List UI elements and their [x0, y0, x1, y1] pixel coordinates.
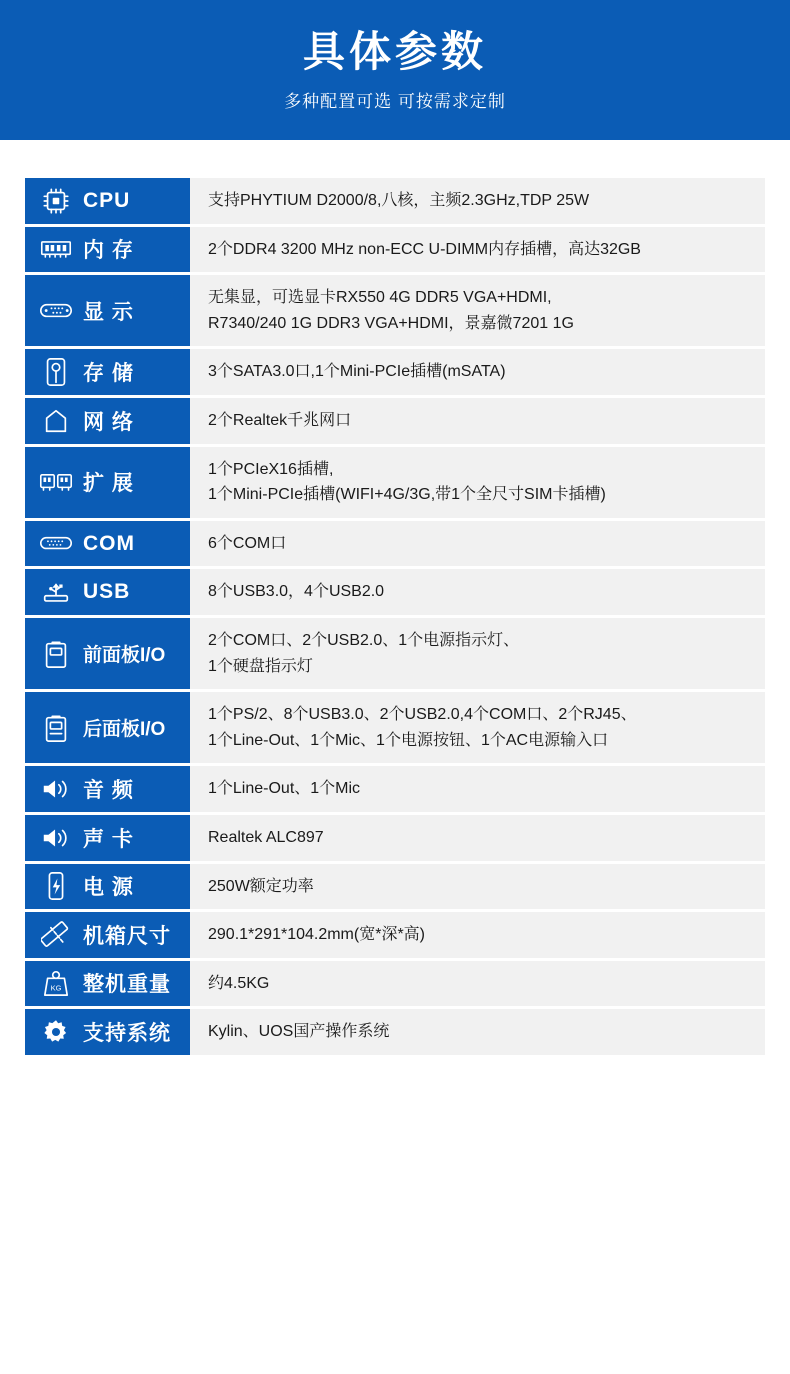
speaker-icon: [39, 821, 73, 855]
spec-label-text: 网 络: [83, 410, 134, 434]
spec-row: [25, 521, 765, 567]
page-title: 具体参数: [302, 28, 487, 76]
spec-label-text: 前面板I/O: [83, 645, 166, 667]
spec-row: [25, 692, 765, 763]
spec-label-text: 存 储: [83, 362, 134, 386]
spec-label-cell: [25, 912, 190, 958]
spec-label-text: 内 存: [83, 239, 134, 263]
spec-row: [25, 815, 765, 861]
spec-value-line: R7340/240 1G DDR3 VGA+HDMI，景嘉微7201 1G: [208, 314, 574, 332]
spec-value-cell: [190, 864, 765, 910]
spec-value-line: 支持PHYTIUM D2000/8,八核，主频2.3GHz,TDP 25W: [208, 192, 590, 209]
spec-value-line: 1个PCIeX16插槽,: [208, 460, 334, 478]
spec-value-line: 2个COM口、2个USB2.0、1个电源指示灯、: [208, 631, 520, 649]
spec-label-cell: [25, 447, 190, 518]
spec-row: [25, 227, 765, 273]
spec-value-line: 250W额定功率: [208, 877, 314, 895]
page-subtitle: 多种配置可选 可按需求定制: [284, 91, 506, 111]
spec-label-text: 显 示: [83, 300, 134, 324]
cpu-chip-icon: [39, 184, 73, 218]
spec-value-line: Realtek ALC897: [208, 828, 324, 846]
page-header: [0, 0, 790, 140]
spec-label-text: 扩 展: [83, 472, 134, 496]
spec-label-cell: [25, 349, 190, 395]
spec-label-cell: [25, 618, 190, 689]
gear-icon: [39, 1015, 73, 1049]
spec-value-cell: [190, 912, 765, 958]
spec-value-line: 2个DDR4 3200 MHz non-ECC U-DIMM内存插槽，高达32GB: [208, 240, 641, 258]
storage-disk-icon: [39, 355, 73, 389]
spec-row: [25, 398, 765, 444]
spec-row: [25, 1009, 765, 1055]
svg-text:KG: KG: [50, 983, 62, 993]
spec-label-cell: [25, 521, 190, 567]
spec-label-text: 声 卡: [83, 827, 134, 851]
spec-value-line: 8个USB3.0，4个USB2.0: [208, 583, 385, 601]
spec-label-cell: [25, 1009, 190, 1055]
spec-value-line: 6个COM口: [208, 534, 287, 552]
vga-display-icon: [39, 294, 73, 328]
spec-label-cell: [25, 864, 190, 910]
spec-label-text: 音 频: [83, 779, 134, 803]
usb-icon: [39, 575, 73, 609]
spec-value-cell: [190, 692, 765, 763]
spec-row: [25, 864, 765, 910]
spec-label-cell: [25, 569, 190, 615]
spec-value-cell: [190, 178, 765, 224]
spec-label-cell: [25, 961, 190, 1007]
spec-value-cell: [190, 815, 765, 861]
spec-label-cell: [25, 398, 190, 444]
speaker-icon: [39, 772, 73, 806]
serial-port-icon: [39, 527, 73, 561]
spec-label-text: 整机重量: [83, 973, 171, 997]
spec-row: [25, 275, 765, 346]
spec-value-line: 1个PS/2、8个USB3.0、2个USB2.0,4个COM口、2个RJ45、: [208, 706, 637, 724]
spec-value-cell: [190, 275, 765, 346]
spec-value-cell: [190, 227, 765, 273]
spec-value-cell: [190, 521, 765, 567]
spec-value-line: 1个Line-Out、1个Mic、1个电源按钮、1个AC电源输入口: [208, 731, 609, 749]
spec-label-text: 支持系统: [83, 1022, 171, 1046]
spec-value-line: 1个硬盘指示灯: [208, 657, 313, 675]
network-icon: [39, 404, 73, 438]
spec-label-cell: [25, 275, 190, 346]
spec-value-line: 290.1*291*104.2mm(宽*深*高): [208, 926, 425, 944]
spec-value-cell: [190, 766, 765, 812]
spec-label-text: USB: [83, 580, 131, 604]
spec-value-cell: [190, 447, 765, 518]
specifications-table: [25, 178, 765, 1055]
spec-value-line: 1个Mini-PCIe插槽(WIFI+4G/3G,带1个全尺寸SIM卡插槽): [208, 486, 606, 504]
spec-label-text: 后面板I/O: [83, 719, 166, 741]
rear-panel-io-icon: [39, 711, 73, 745]
spec-label-text: CPU: [83, 188, 131, 212]
spec-row: [25, 569, 765, 615]
spec-value-line: 3个SATA3.0口,1个Mini-PCIe插槽(mSATA): [208, 363, 506, 381]
spec-value-cell: [190, 1009, 765, 1055]
spec-label-text: 机箱尺寸: [83, 924, 171, 948]
expansion-slot-icon: [39, 465, 73, 499]
spec-value-line: 1个Line-Out、1个Mic: [208, 780, 361, 798]
memory-module-icon: [39, 232, 73, 266]
front-panel-io-icon: [39, 637, 73, 671]
spec-value-line: 2个Realtek千兆网口: [208, 411, 352, 429]
spec-value-cell: [190, 398, 765, 444]
spec-row: [25, 178, 765, 224]
spec-row: [25, 961, 765, 1007]
spec-value-line: 约4.5KG: [208, 974, 270, 992]
spec-value-cell: [190, 618, 765, 689]
spec-value-line: Kylin、UOS国产操作系统: [208, 1023, 390, 1041]
spec-row: [25, 349, 765, 395]
power-bolt-icon: [39, 869, 73, 903]
spec-row: [25, 618, 765, 689]
spec-label-cell: [25, 815, 190, 861]
spec-label-cell: [25, 692, 190, 763]
spec-value-cell: [190, 569, 765, 615]
spec-value-cell: [190, 349, 765, 395]
spec-row: [25, 447, 765, 518]
weight-icon: [39, 966, 73, 1000]
spec-value-line: 无集显，可选显卡RX550 4G DDR5 VGA+HDMI,: [208, 289, 552, 307]
spec-label-text: COM: [83, 531, 135, 555]
spec-label-text: 电 源: [83, 876, 134, 900]
spec-label-cell: [25, 227, 190, 273]
spec-row: [25, 766, 765, 812]
spec-label-cell: [25, 178, 190, 224]
ruler-icon: [39, 918, 73, 952]
spec-label-cell: [25, 766, 190, 812]
spec-row: [25, 912, 765, 958]
spec-value-cell: [190, 961, 765, 1007]
